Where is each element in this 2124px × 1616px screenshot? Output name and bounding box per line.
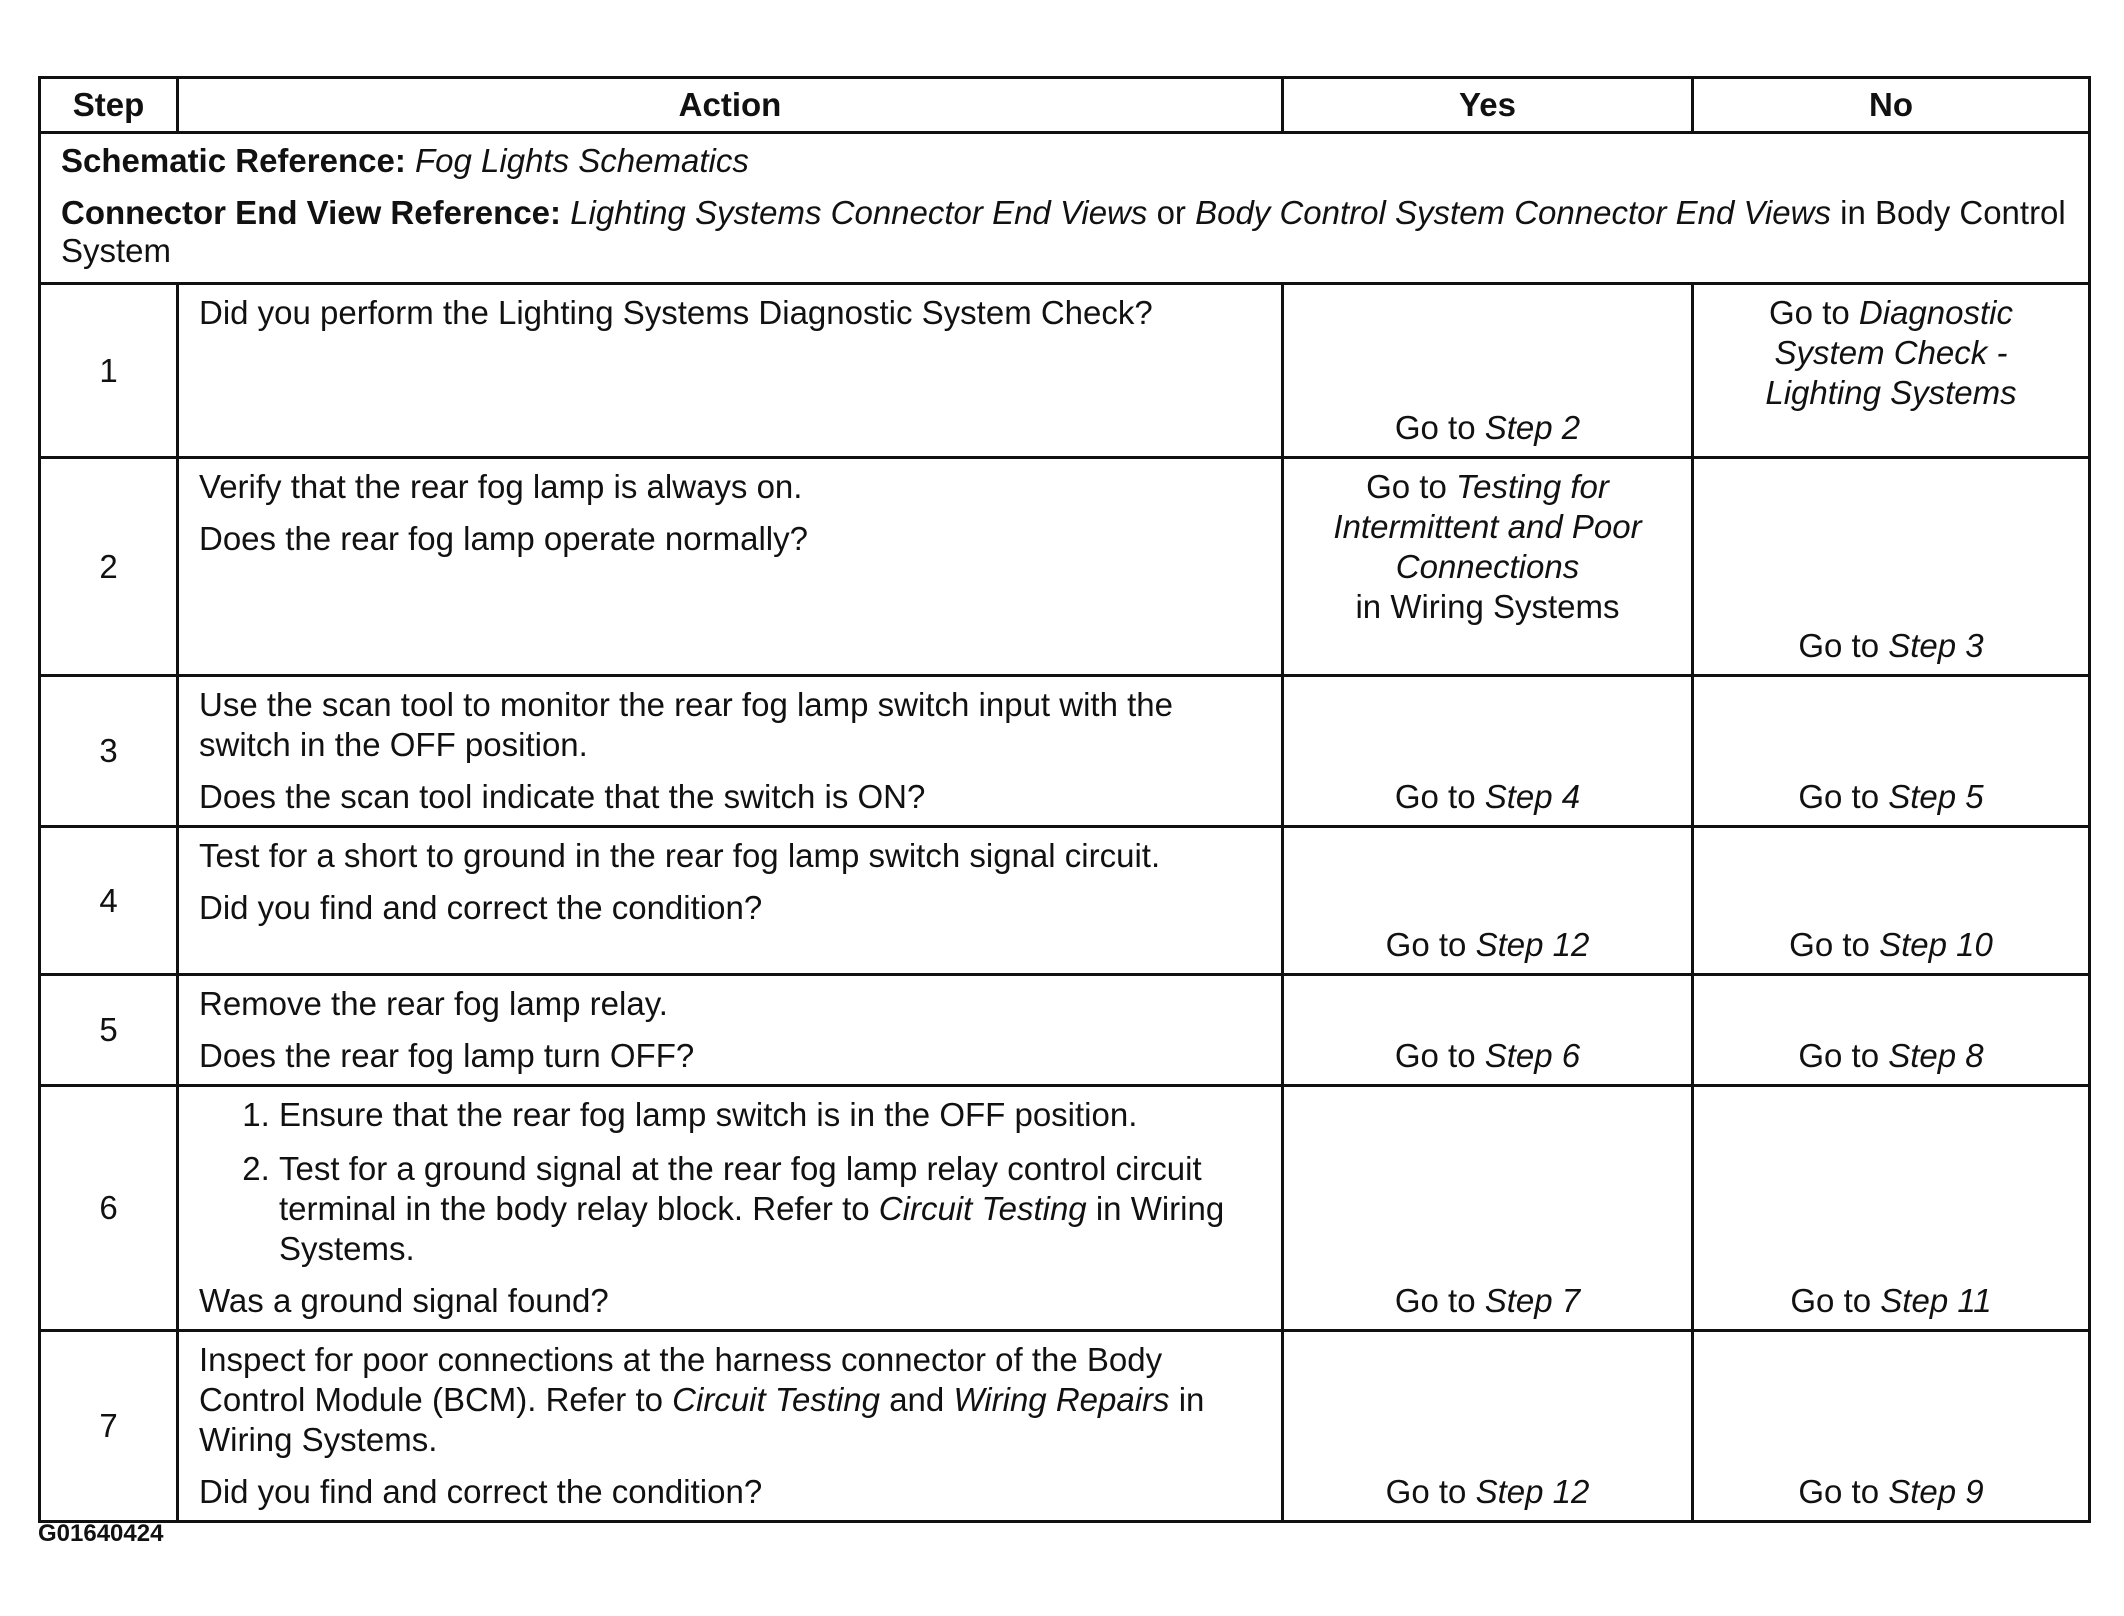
yes-cell bbox=[1283, 1086, 1693, 1331]
no-step-link[interactable]: Step 5 bbox=[1888, 778, 1984, 815]
table-row bbox=[40, 1086, 2090, 1331]
action-text-suffix: in Wiring Systems. bbox=[199, 1381, 1205, 1458]
diagnostic-table bbox=[38, 76, 2091, 1523]
no-cell bbox=[1693, 1086, 2090, 1331]
instruction-item bbox=[279, 1149, 1267, 1269]
reference-row bbox=[40, 133, 2090, 284]
action-text: Did you perform the Lighting Systems Diagnostic System Check? bbox=[199, 294, 1153, 331]
connector-reference-label: Connector End View Reference: bbox=[61, 194, 562, 231]
schematic-reference-label: Schematic Reference: bbox=[61, 142, 406, 179]
action-question: Does the rear fog lamp turn OFF? bbox=[199, 1037, 695, 1074]
yes-cell bbox=[1283, 676, 1693, 827]
yes-cell bbox=[1283, 284, 1693, 458]
action-question: Did you find and correct the condition? bbox=[199, 889, 763, 926]
yes-step-link[interactable]: Step 7 bbox=[1484, 1282, 1581, 1319]
action-cell bbox=[178, 1086, 1283, 1331]
wiring-repairs-link[interactable]: Wiring Repairs bbox=[953, 1381, 1170, 1418]
connector-reference-or: or bbox=[1156, 194, 1186, 231]
step-number: 5 bbox=[40, 975, 178, 1086]
step-number: 7 bbox=[40, 1331, 178, 1522]
schematic-reference-link[interactable]: Fog Lights Schematics bbox=[415, 142, 749, 179]
connector-reference-suffix: in Body Control System bbox=[61, 194, 2066, 269]
numbered-instructions bbox=[199, 1095, 1267, 1269]
no-prefix: Go to bbox=[1790, 1282, 1872, 1319]
action-text: Use the scan tool to monitor the rear fog lamp switch input with the switch in the OFF position. bbox=[199, 686, 1173, 763]
yes-prefix: Go to bbox=[1394, 1037, 1476, 1074]
instruction-suffix: in Wiring Systems. bbox=[279, 1190, 1225, 1267]
connector-reference-link-2[interactable]: Body Control System Connector End Views bbox=[1195, 194, 1831, 231]
table-row bbox=[40, 458, 2090, 676]
action-cell bbox=[178, 284, 1283, 458]
yes-step-link[interactable]: Step 4 bbox=[1484, 778, 1581, 815]
column-header-action: Action bbox=[178, 78, 1283, 133]
no-step-link[interactable]: Step 3 bbox=[1888, 627, 1984, 664]
yes-step-link[interactable]: Step 6 bbox=[1484, 1037, 1581, 1074]
column-header-yes: Yes bbox=[1283, 78, 1693, 133]
instruction-text: Ensure that the rear fog lamp switch is in the OFF position. bbox=[279, 1096, 1138, 1133]
yes-cell bbox=[1283, 827, 1693, 975]
no-cell bbox=[1693, 1331, 2090, 1522]
no-prefix: Go to bbox=[1798, 778, 1880, 815]
instruction-text: Test for a ground signal at the rear fog lamp relay control circuit terminal in the body relay block. Refer to bbox=[279, 1150, 1202, 1227]
step-number: 2 bbox=[40, 458, 178, 676]
table-row bbox=[40, 676, 2090, 827]
step-number: 1 bbox=[40, 284, 178, 458]
action-text-and: and bbox=[889, 1381, 945, 1418]
action-question: Was a ground signal found? bbox=[199, 1282, 609, 1319]
action-question: Does the scan tool indicate that the switch is ON? bbox=[199, 778, 926, 815]
action-question: Did you find and correct the condition? bbox=[199, 1473, 763, 1510]
yes-prefix: Go to bbox=[1366, 468, 1447, 505]
action-text: Test for a short to ground in the rear fog lamp switch signal circuit. bbox=[199, 837, 1161, 874]
table-row bbox=[40, 975, 2090, 1086]
yes-step-link[interactable]: Step 12 bbox=[1475, 926, 1590, 963]
no-cell bbox=[1693, 458, 2090, 676]
action-question: Does the rear fog lamp operate normally? bbox=[199, 520, 808, 557]
no-prefix: Go to bbox=[1798, 1473, 1880, 1510]
instruction-item bbox=[279, 1095, 1267, 1135]
schematic-reference bbox=[61, 142, 2068, 180]
yes-prefix: Go to bbox=[1394, 778, 1476, 815]
step-number: 6 bbox=[40, 1086, 178, 1331]
yes-prefix: Go to bbox=[1394, 1282, 1476, 1319]
no-step-link[interactable]: Step 9 bbox=[1888, 1473, 1984, 1510]
yes-step-link[interactable]: Step 2 bbox=[1484, 409, 1581, 446]
column-header-step: Step bbox=[40, 78, 178, 133]
yes-prefix: Go to bbox=[1385, 1473, 1467, 1510]
reference-cell bbox=[40, 133, 2090, 284]
table-row bbox=[40, 1331, 2090, 1522]
no-step-link[interactable]: Step 10 bbox=[1879, 926, 1993, 963]
yes-step-link[interactable]: Step 12 bbox=[1475, 1473, 1590, 1510]
table-row bbox=[40, 827, 2090, 975]
yes-step-link[interactable]: Testing for Intermittent and Poor Connections bbox=[1333, 468, 1642, 585]
yes-cell bbox=[1283, 1331, 1693, 1522]
action-cell bbox=[178, 458, 1283, 676]
yes-suffix: in Wiring Systems bbox=[1355, 588, 1620, 625]
no-prefix: Go to bbox=[1798, 1037, 1880, 1074]
connector-reference-link-1[interactable]: Lighting Systems Connector End Views bbox=[570, 194, 1148, 231]
action-cell bbox=[178, 827, 1283, 975]
yes-cell bbox=[1283, 975, 1693, 1086]
action-text bbox=[199, 1340, 1267, 1460]
circuit-testing-link[interactable]: Circuit Testing bbox=[878, 1190, 1087, 1227]
no-cell bbox=[1693, 284, 2090, 458]
no-prefix: Go to bbox=[1769, 294, 1850, 331]
action-cell bbox=[178, 975, 1283, 1086]
table-header-row bbox=[40, 78, 2090, 133]
no-step-link[interactable]: Step 8 bbox=[1888, 1037, 1984, 1074]
no-cell bbox=[1693, 975, 2090, 1086]
column-header-no: No bbox=[1693, 78, 2090, 133]
circuit-testing-link[interactable]: Circuit Testing bbox=[672, 1381, 881, 1418]
no-prefix: Go to bbox=[1798, 627, 1880, 664]
table-row bbox=[40, 284, 2090, 458]
yes-prefix: Go to bbox=[1394, 409, 1476, 446]
action-text-main: Inspect for poor connections at the harness connector of the Body Control Module (BCM). Refer to bbox=[199, 1341, 1163, 1418]
figure-id: G01640424 bbox=[38, 1520, 164, 1547]
no-prefix: Go to bbox=[1789, 926, 1870, 963]
action-cell bbox=[178, 676, 1283, 827]
action-cell bbox=[178, 1331, 1283, 1522]
step-number: 3 bbox=[40, 676, 178, 827]
no-cell bbox=[1693, 676, 2090, 827]
no-step-link[interactable]: Diagnostic System Check - Lighting Systems bbox=[1765, 294, 2017, 411]
step-number: 4 bbox=[40, 827, 178, 975]
action-text: Verify that the rear fog lamp is always on. bbox=[199, 468, 803, 505]
no-cell bbox=[1693, 827, 2090, 975]
connector-reference bbox=[61, 194, 2068, 270]
yes-prefix: Go to bbox=[1385, 926, 1467, 963]
action-text: Remove the rear fog lamp relay. bbox=[199, 985, 668, 1022]
yes-cell bbox=[1283, 458, 1693, 676]
no-step-link[interactable]: Step 11 bbox=[1880, 1282, 1992, 1319]
